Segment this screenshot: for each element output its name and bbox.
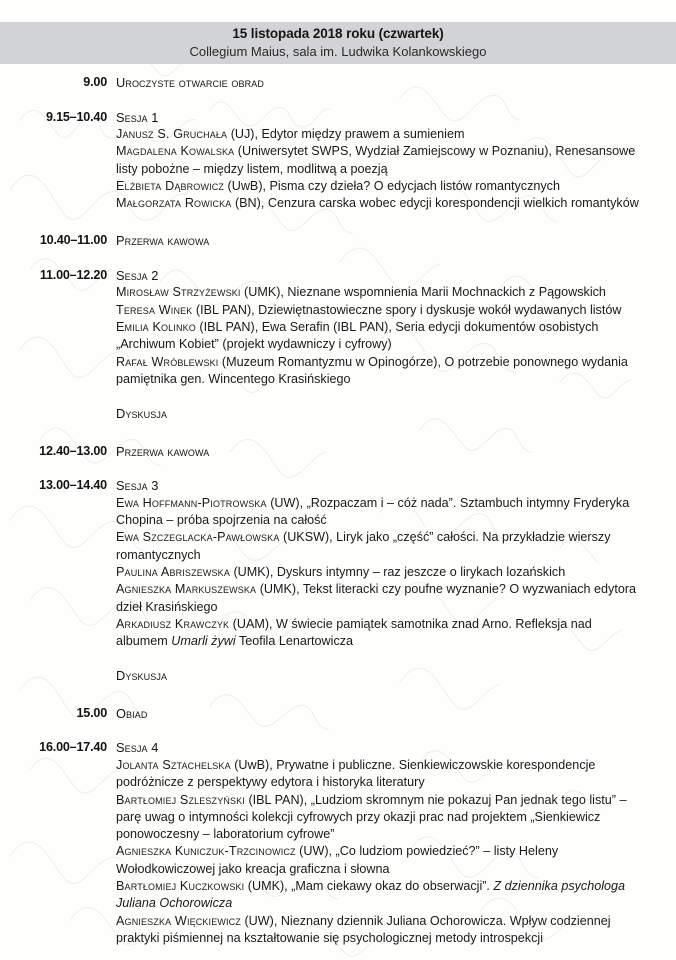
paper-title-tail: Teofila Lenartowicza xyxy=(235,634,354,649)
paper-title: (UMK), Nieznane wspomnienia Marii Mochnackich z Pągowskich xyxy=(240,285,606,300)
schedule-row xyxy=(0,739,676,947)
paper-entry xyxy=(116,529,646,564)
paper-title: (Muzeum Romantyzmu w Opinogórze), O potrzebie ponownego wydania pamiętnika gen. Wincentego Krasińskiego xyxy=(116,354,628,386)
paper-title: (IBL PAN), „Ludziom skromnym nie pokazuj Pan jednak tego listu” – parę uwag o intymności kolekcji cyfrowych przy okazji prac nad projektem „Sienkiewicz ponowoczesny – laboratorium cyfrowe” xyxy=(116,792,627,842)
paper-title: (UW), „Rozpaczam i – cóż nada”. Sztambuch intymny Fryderyka Chopina – próba spojrzenia na całość xyxy=(116,495,630,528)
paper-title: (UwB), Prywatne i publiczne. Sienkiewiczowskie korespondencje podróżnicze z perspektywy edytora i historyka literatury xyxy=(116,757,596,790)
schedule-row xyxy=(0,232,676,250)
paper-title: (Uniwersytet SWPS, Wydział Zamiejscowy w Poznaniu), Renesansowe listy pobożne – między listem, modlitwą a poezją xyxy=(116,144,636,176)
paper-title: (BN), Cenzura carska wobec edycji korespondencji wielkich romantyków xyxy=(231,196,639,211)
paper-title: (IBL PAN), Ewa Serafin (IBL PAN), Seria edycji dokumentów osobistych „Archiwum Kobiet” (projekt wydawniczy i cyfrowy) xyxy=(116,320,599,352)
schedule-content xyxy=(107,267,646,423)
paper-author: Małgorzata Rowicka xyxy=(116,196,232,211)
schedule-label: Przerwa kawowa xyxy=(116,233,210,249)
paper-entry xyxy=(116,354,646,389)
paper-author: Jolanta Sztachelska xyxy=(116,757,231,772)
paper-title: (UW), „Co ludziom powiedzieć?” – listy Heleny Wołodkowiczowej jako kreacja graficzna i słowna xyxy=(116,844,559,876)
schedule-time: 11.00–12.20 xyxy=(39,267,107,282)
schedule-time: 12.40–13.00 xyxy=(39,443,107,458)
paper-author: Bartłomiej Szleszyński xyxy=(116,792,245,807)
paper-entry xyxy=(116,319,646,354)
schedule-row xyxy=(0,74,676,92)
paper-list xyxy=(116,495,646,651)
paper-entry xyxy=(116,126,646,143)
schedule-label: Uroczyste otwarcie obrad xyxy=(116,75,264,90)
paper-entry xyxy=(116,195,646,212)
row-spacer xyxy=(0,423,676,443)
row-spacer xyxy=(0,685,676,705)
schedule-row xyxy=(0,443,676,461)
paper-entry xyxy=(116,178,646,195)
paper-author: Ewa Szczeglacka-Pawłowska xyxy=(116,530,280,545)
schedule-time: 10.40–11.00 xyxy=(39,233,107,248)
schedule-content xyxy=(107,739,646,947)
schedule-row xyxy=(0,267,676,423)
paper-title: (UMK), Dyskurs intymny – raz jeszcze o lirykach lozańskich xyxy=(229,564,566,579)
discussion-label: Dyskusja xyxy=(116,406,168,422)
paper-entry xyxy=(116,757,646,792)
paper-entry xyxy=(116,143,646,178)
schedule-label: Obiad xyxy=(116,705,148,721)
paper-author: Elżbieta Dąbrowicz xyxy=(116,178,225,193)
paper-title: (UJ), Edytor między prawem a sumieniem xyxy=(227,127,465,141)
paper-entry xyxy=(116,616,646,651)
row-spacer xyxy=(0,250,676,267)
paper-author: Agnieszka Kuniczuk-Trzcinowicz xyxy=(116,844,296,859)
paper-author: Ewa Hoffmann-Piotrowska xyxy=(116,495,267,510)
schedule-content xyxy=(107,705,646,723)
paper-entry xyxy=(116,792,646,844)
paper-author: Magdalena Kowalska xyxy=(116,144,235,159)
paper-title: (UKSW), Liryk jako „część” całości. Na przykładzie wierszy romantycznych xyxy=(116,530,611,562)
header-venue: Collegium Maius, sala im. Ludwika Kolankowskiego xyxy=(189,43,487,59)
paper-entry xyxy=(116,284,646,301)
schedule-row xyxy=(0,109,676,213)
paper-entry xyxy=(116,564,646,581)
paper-author: Janusz S. Gruchała xyxy=(116,127,228,141)
paper-title: (UAM), W świecie pamiątek samotnika znad Arno. Refleksja nad albumem xyxy=(116,616,592,649)
paper-entry xyxy=(116,581,646,616)
schedule-content xyxy=(107,109,646,213)
row-spacer xyxy=(0,460,676,477)
paper-title: (IBL PAN), Dziewiętnastowieczne spory i dyskusje wokół wydawanych listów xyxy=(192,302,622,317)
paper-list xyxy=(116,757,646,947)
paper-author: Mirosław Strzyżewski xyxy=(116,285,241,300)
paper-title: (UMK), „Mam ciekawy okaz do obserwacji”. xyxy=(244,879,494,894)
paper-title: (UMK), Tekst literacki czy poufne wyznanie? O wyzwaniach edytora dzieł Krasińskiego xyxy=(116,582,637,614)
schedule-time: 13.00–14.40 xyxy=(39,478,107,493)
paper-author: Teresa Winek xyxy=(116,302,193,317)
schedule-time: 9.00 xyxy=(83,75,107,89)
paper-author: Emilia Kolinko xyxy=(116,320,196,335)
paper-author: Agnieszka Więckiewicz xyxy=(116,913,241,928)
schedule-label: Sesja 2 xyxy=(116,267,159,283)
paper-title: (UwB), Pisma czy dzieła? O edycjach listów romantycznych xyxy=(224,178,560,193)
paper-entry xyxy=(116,913,646,948)
paper-author: Paulina Abriszewska xyxy=(116,564,230,579)
schedule-label: Sesja 3 xyxy=(116,478,159,494)
schedule-content xyxy=(107,232,646,250)
schedule-row xyxy=(0,477,676,685)
paper-list xyxy=(116,284,646,388)
paper-author: Bartłomiej Kuczkowski xyxy=(116,879,245,894)
schedule-label: Przerwa kawowa xyxy=(116,443,210,459)
schedule-row xyxy=(0,705,676,723)
paper-author: Arkadiusz Krawczyk xyxy=(116,616,230,631)
paper-entry xyxy=(116,302,646,319)
schedule-label: Sesja 1 xyxy=(116,109,159,125)
paper-author: Agnieszka Markuszewska xyxy=(116,582,257,597)
schedule-list xyxy=(0,74,676,947)
paper-title-italic: Umarli żywi xyxy=(171,634,236,649)
spacer xyxy=(116,388,646,405)
schedule-time: 15.00 xyxy=(76,705,107,720)
paper-author: Rafał Wróblewski xyxy=(116,354,219,369)
paper-entry xyxy=(116,843,646,878)
header-band xyxy=(0,22,676,64)
paper-entry xyxy=(116,495,646,530)
row-spacer xyxy=(0,92,676,109)
discussion-label: Dyskusja xyxy=(116,668,168,684)
row-spacer xyxy=(0,212,676,232)
paper-title: (UW), Nieznany dziennik Juliana Ochorowicza. Wpływ codziennej praktyki piśmiennej na kształtowanie się psychologicznej metody introspekcji xyxy=(116,913,611,945)
schedule-content xyxy=(107,74,646,92)
paper-entry xyxy=(116,878,646,913)
paper-list xyxy=(116,126,646,212)
header-date: 15 listopada 2018 roku (czwartek) xyxy=(232,25,444,41)
schedule-time: 16.00–17.40 xyxy=(39,740,107,755)
schedule-content xyxy=(107,443,646,461)
paper-title-italic: Z dziennika psychologa Juliana Ochorowicza xyxy=(116,879,626,911)
schedule-time: 9.15–10.40 xyxy=(45,109,107,124)
row-spacer xyxy=(0,722,676,739)
schedule-content xyxy=(107,477,646,685)
spacer xyxy=(116,650,646,667)
schedule-label: Sesja 4 xyxy=(116,740,159,756)
